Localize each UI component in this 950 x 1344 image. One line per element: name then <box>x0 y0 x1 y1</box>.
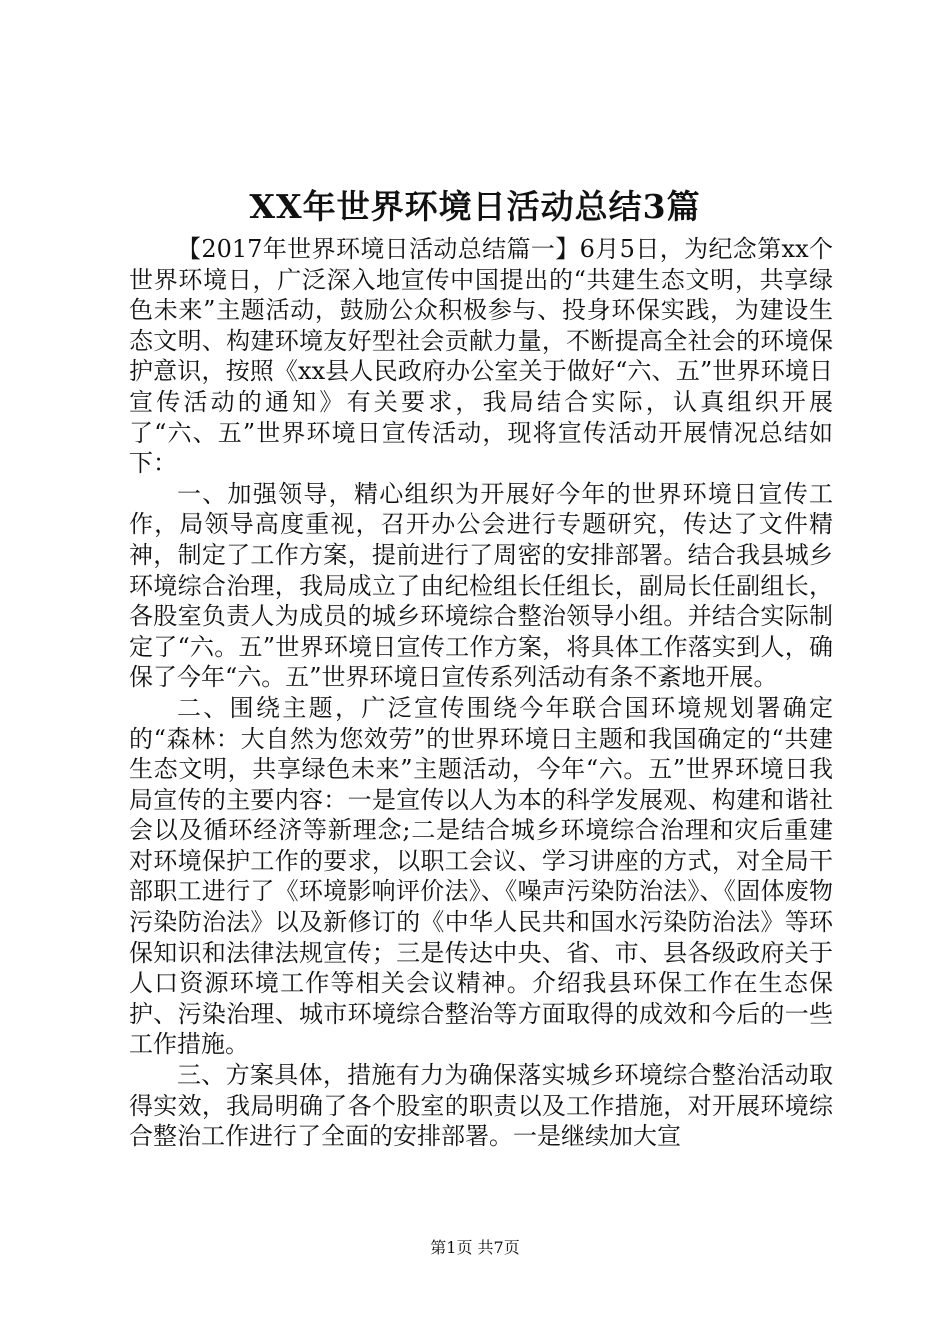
paragraph-intro: 【2017年世界环境日活动总结篇一】6月5日，为纪念第xx个世界环境日，广泛深入地宣传中国提出的“共建生态文明，共享绿色未来”主题活动，鼓励公众积极参与、投身环保实践，为建设生态文明、构建环境友好型社会贡献力量，不断提高全社会的环境保护意识，按照《xx县人民政府办公室关于做好“六、五”世界环境日宣传活动的通知》有关要求，我局结合实际，认真组织开展了“六、五”世界环境日宣传活动，现将宣传活动开展情况总结如下： <box>129 235 833 478</box>
paragraph-section-1: 一、加强领导，精心组织为开展好今年的世界环境日宣传工作，局领导高度重视，召开办公会进行专题研究，传达了文件精神，制定了工作方案，提前进行了周密的安排部署。结合我县城乡环境综合治理，我局成立了由纪检组长任组长，副局长任副组长，各股室负责人为成员的城乡环境综合整治领导小组。并结合实际制定了“六。五”世界环境日宣传工作方案，将具体工作落实到人，确保了今年“六。五”世界环境日宣传系列活动有条不紊地开展。 <box>129 479 833 692</box>
paragraph-section-2: 二、围绕主题，广泛宣传围绕今年联合国环境规划署确定的“森林：大自然为您效劳”的世界环境日主题和我国确定的“共建生态文明，共享绿色未来”主题活动，今年“六。五”世界环境日我局宣传的主要内容：一是宣传以人为本的科学发展观、构建和谐社会以及循环经济等新理念;二是结合城乡环境综合治理和灾后重建对环境保护工作的要求，以职工会议、学习讲座的方式，对全局干部职工进行了《环境影响评价法》、《噪声污染防治法》、《固体废物污染防治法》以及新修订的《中华人民共和国水污染防治法》等环保知识和法律法规宣传；三是传达中央、省、市、县各级政府关于人口资源环境工作等相关会议精神。介绍我县环保工作在生态保护、污染治理、城市环境综合整治等方面取得的成效和今后的一些工作措施。 <box>129 693 833 1059</box>
document-body <box>129 234 833 1152</box>
document-title: XX年世界环境日活动总结3篇 <box>249 187 701 226</box>
paragraph-section-3: 三、方案具体，措施有力为确保落实城乡环境综合整治活动取得实效，我局明确了各个股室的职责以及工作措施，对开展环境综合整治工作进行了全面的安排部署。一是继续加大宣 <box>129 1061 833 1151</box>
page-footer: 第1页 共7页 <box>430 1238 520 1257</box>
